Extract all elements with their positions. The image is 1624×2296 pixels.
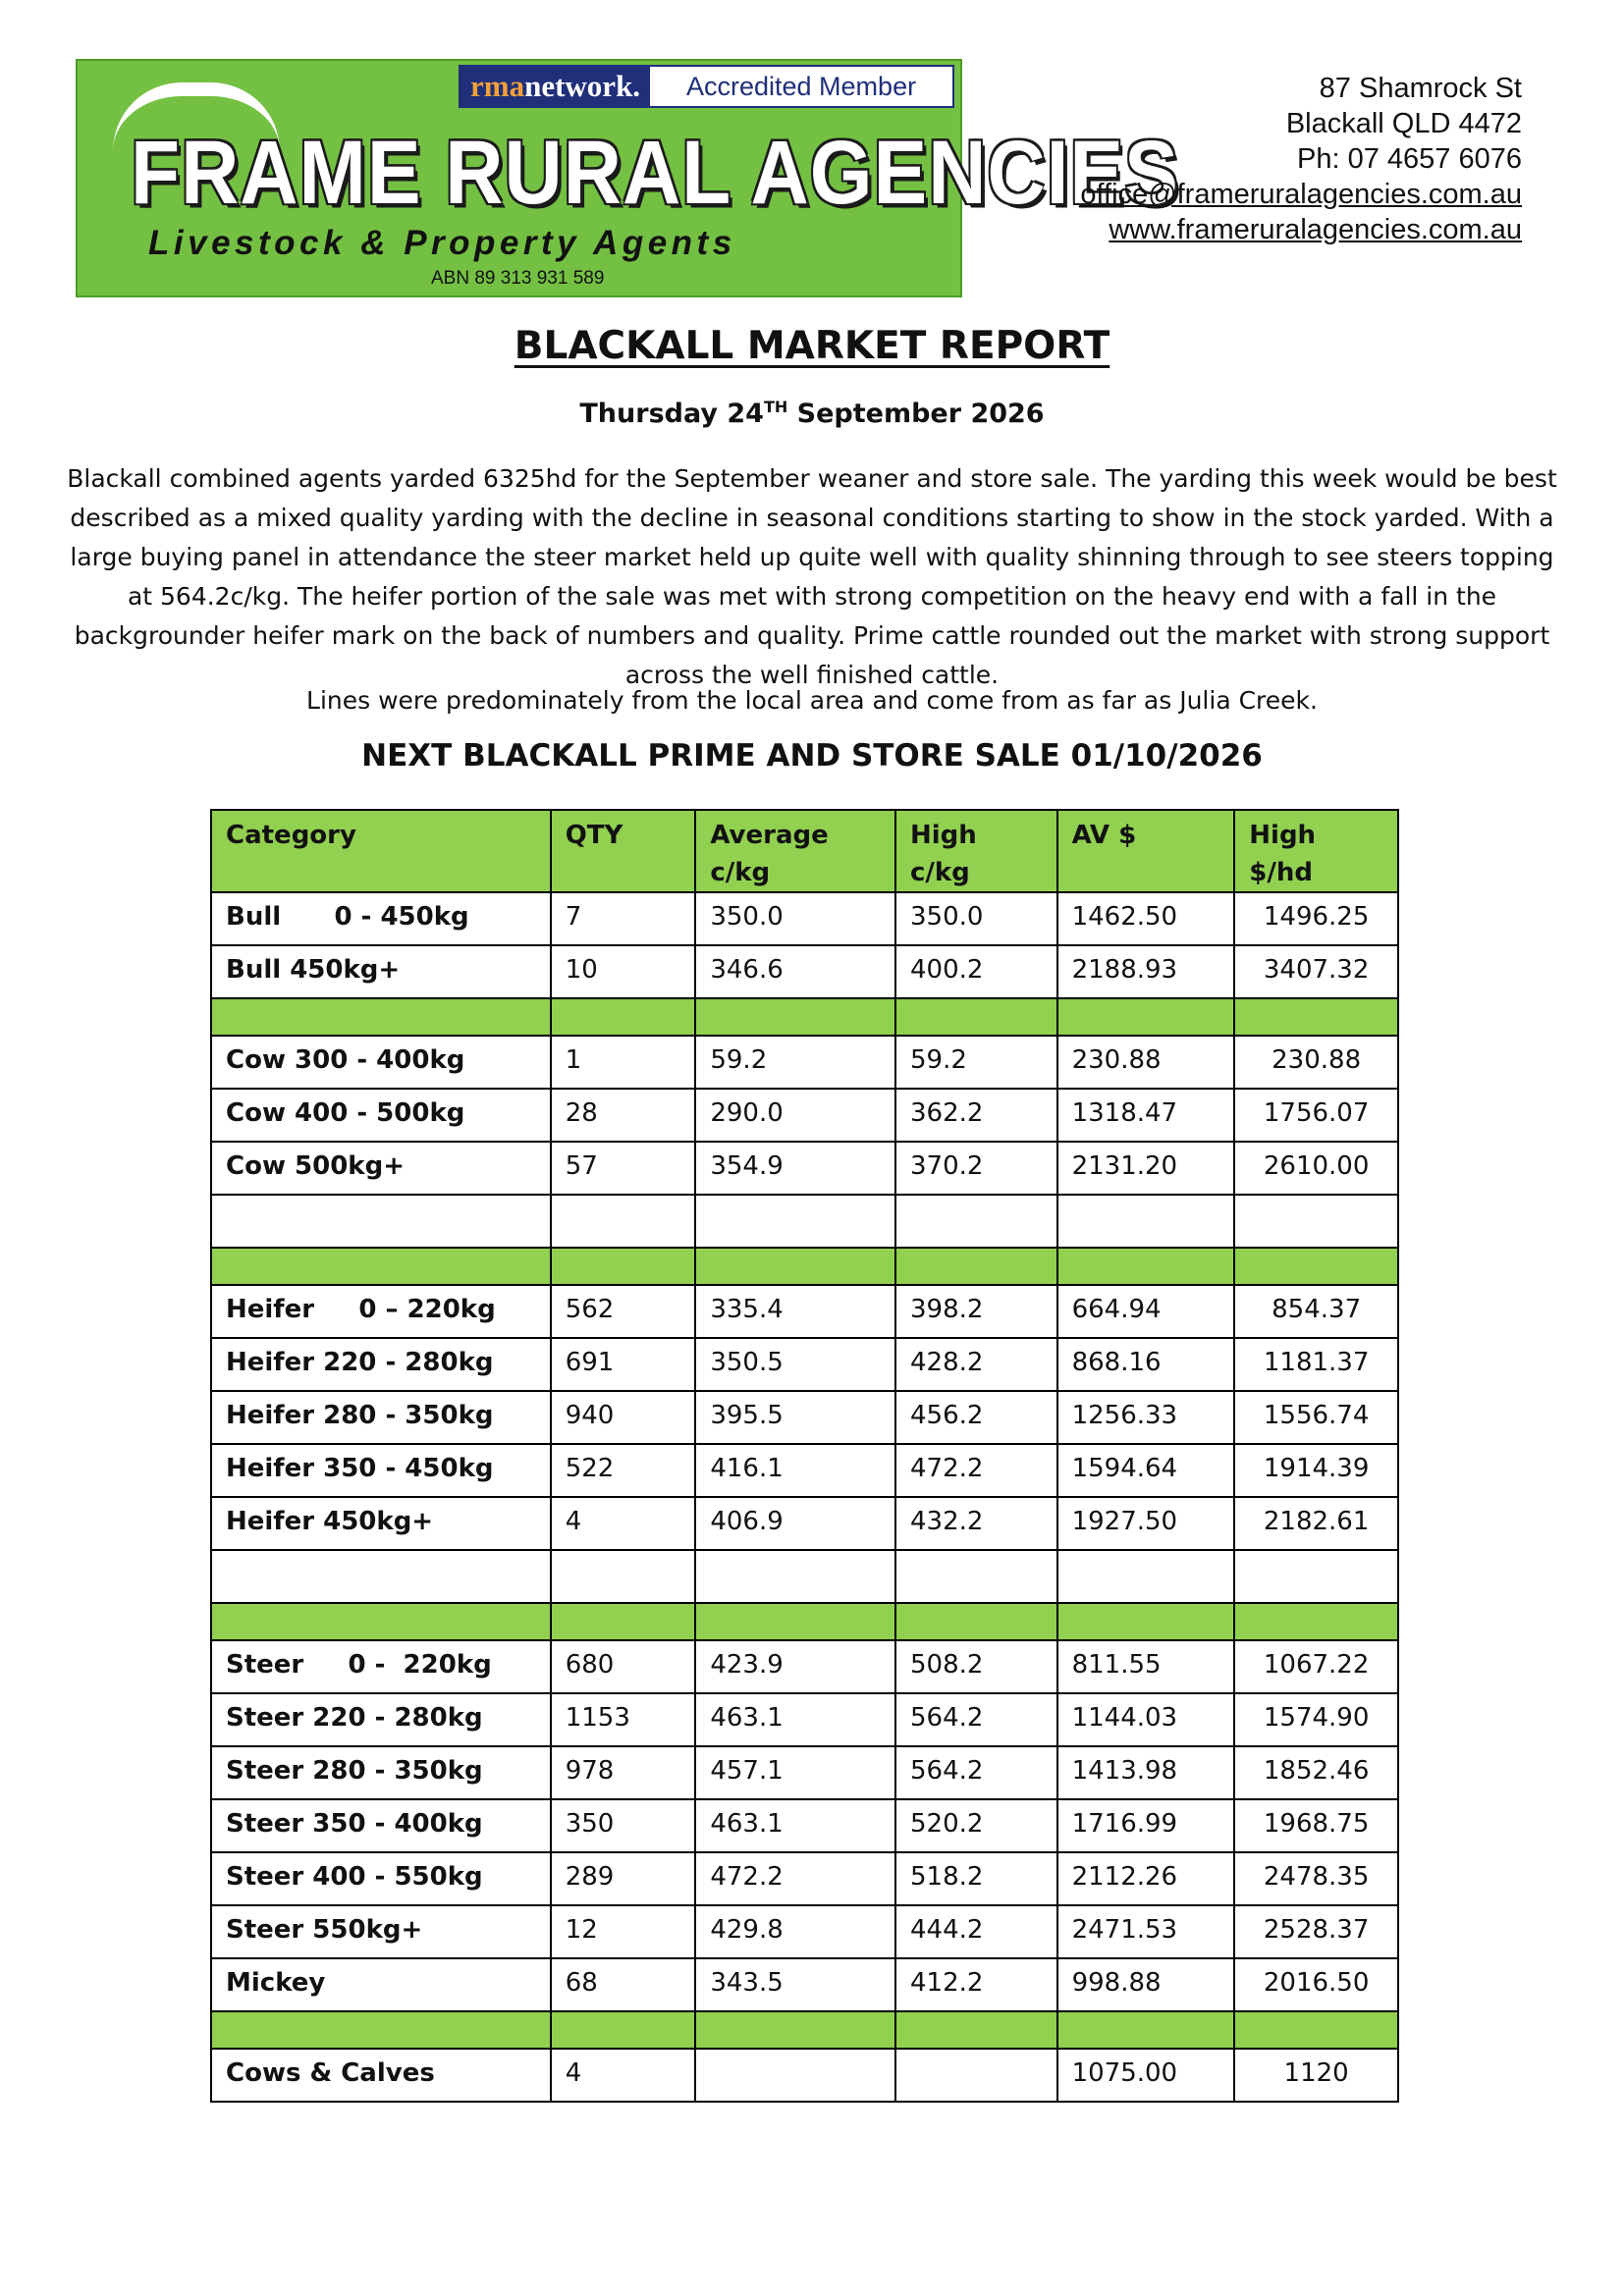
cell-qty: 562 <box>551 1285 696 1338</box>
contact-address <box>1080 71 1522 247</box>
cell-av: 1144.03 <box>1057 1693 1235 1746</box>
cell-av: 998.88 <box>1057 1958 1235 2011</box>
table-row <box>211 945 1398 998</box>
table-row <box>211 1444 1398 1497</box>
cell-high-per-head: 1181.37 <box>1234 1338 1398 1391</box>
cell-average: 343.5 <box>695 1958 895 2011</box>
cell-average: 354.9 <box>695 1142 895 1195</box>
cell-high-per-head: 1914.39 <box>1234 1444 1398 1497</box>
blank-cell <box>1234 1550 1398 1603</box>
cell-average: 290.0 <box>695 1089 895 1142</box>
separator-cell <box>695 2011 895 2049</box>
cell-category: Heifer 350 - 450kg <box>211 1444 551 1497</box>
cell-qty: 10 <box>551 945 696 998</box>
cell-av: 811.55 <box>1057 1640 1235 1693</box>
cell-category: Steer 0 - 220kg <box>211 1640 551 1693</box>
table-row <box>211 1089 1398 1142</box>
cell-qty: 522 <box>551 1444 696 1497</box>
website-link[interactable]: www.frameruralagencies.com.au <box>1109 214 1522 245</box>
cell-category: Steer 550kg+ <box>211 1905 551 1958</box>
separator-cell <box>695 1603 895 1640</box>
table-row <box>211 2049 1398 2102</box>
cell-av: 2188.93 <box>1057 945 1235 998</box>
blank-cell <box>551 1550 696 1603</box>
cell-high: 370.2 <box>895 1142 1057 1195</box>
market-table <box>210 809 1399 2103</box>
separator-cell <box>695 1248 895 1285</box>
cell-av: 1318.47 <box>1057 1089 1235 1142</box>
separator-cell <box>1057 1603 1235 1640</box>
cell-high: 456.2 <box>895 1391 1057 1444</box>
cell-high-per-head: 1852.46 <box>1234 1746 1398 1799</box>
cell-average: 463.1 <box>695 1799 895 1852</box>
cell-average: 472.2 <box>695 1852 895 1905</box>
report-title: BLACKALL MARKET REPORT <box>514 324 1110 368</box>
separator-cell <box>551 998 696 1036</box>
cell-av: 664.94 <box>1057 1285 1235 1338</box>
separator-cell <box>211 1248 551 1285</box>
separator-cell <box>1234 1603 1398 1640</box>
next-sale-heading: NEXT BLACKALL PRIME AND STORE SALE 01/10/2026 <box>361 738 1263 774</box>
cell-high: 518.2 <box>895 1852 1057 1905</box>
cell-qty: 4 <box>551 2049 696 2102</box>
cell-high-per-head: 1496.25 <box>1234 892 1398 945</box>
separator-cell <box>895 1248 1057 1285</box>
table-row <box>211 1693 1398 1746</box>
cell-category: Steer 400 - 550kg <box>211 1852 551 1905</box>
blank-cell <box>211 1195 551 1248</box>
cell-category: Steer 280 - 350kg <box>211 1746 551 1799</box>
cell-average: 350.0 <box>695 892 895 945</box>
abn-number: ABN 89 313 931 589 <box>431 268 605 289</box>
table-body <box>211 892 1398 2102</box>
cell-high: 520.2 <box>895 1799 1057 1852</box>
separator-cell <box>1234 998 1398 1036</box>
cell-category: Heifer 0 – 220kg <box>211 1285 551 1338</box>
cell-high-per-head: 2478.35 <box>1234 1852 1398 1905</box>
cell-qty: 68 <box>551 1958 696 2011</box>
cell-high: 432.2 <box>895 1497 1057 1550</box>
cell-high-per-head: 3407.32 <box>1234 945 1398 998</box>
table-row <box>211 1497 1398 1550</box>
table-row <box>211 1852 1398 1905</box>
cell-av: 1594.64 <box>1057 1444 1235 1497</box>
cell-qty: 350 <box>551 1799 696 1852</box>
table-row <box>211 1142 1398 1195</box>
blank-cell <box>695 1550 895 1603</box>
cell-average: 423.9 <box>695 1640 895 1693</box>
cell-category: Heifer 280 - 350kg <box>211 1391 551 1444</box>
table-row <box>211 1799 1398 1852</box>
cell-high-per-head: 1067.22 <box>1234 1640 1398 1693</box>
cell-high: 398.2 <box>895 1285 1057 1338</box>
table-row <box>211 1905 1398 1958</box>
cell-high: 444.2 <box>895 1905 1057 1958</box>
cell-high: 508.2 <box>895 1640 1057 1693</box>
cell-high: 564.2 <box>895 1746 1057 1799</box>
cell-av: 1716.99 <box>1057 1799 1235 1852</box>
cell-qty: 7 <box>551 892 696 945</box>
cell-high: 59.2 <box>895 1036 1057 1089</box>
cell-av: 2131.20 <box>1057 1142 1235 1195</box>
cell-high <box>895 2049 1057 2102</box>
cell-category: Cows & Calves <box>211 2049 551 2102</box>
table-row <box>211 1746 1398 1799</box>
cell-qty: 12 <box>551 1905 696 1958</box>
separator-cell <box>211 1603 551 1640</box>
report-origin-note: Lines were predominately from the local area and come from as far as Julia Creek. <box>306 686 1318 715</box>
blank-cell <box>211 1550 551 1603</box>
table-row <box>211 1958 1398 2011</box>
cell-category: Bull 450kg+ <box>211 945 551 998</box>
separator-cell <box>895 2011 1057 2049</box>
cell-high-per-head: 1556.74 <box>1234 1391 1398 1444</box>
cell-av: 1413.98 <box>1057 1746 1235 1799</box>
cell-average: 59.2 <box>695 1036 895 1089</box>
separator-cell <box>211 2011 551 2049</box>
header-average: Average c/kg <box>695 810 895 892</box>
cell-category: Heifer 450kg+ <box>211 1497 551 1550</box>
table-row <box>211 1391 1398 1444</box>
cell-category: Heifer 220 - 280kg <box>211 1338 551 1391</box>
blank-cell <box>695 1195 895 1248</box>
cell-high-per-head: 1120 <box>1234 2049 1398 2102</box>
cell-qty: 28 <box>551 1089 696 1142</box>
cell-high: 400.2 <box>895 945 1057 998</box>
cell-av: 2112.26 <box>1057 1852 1235 1905</box>
separator-cell <box>1234 1248 1398 1285</box>
cell-average: 335.4 <box>695 1285 895 1338</box>
cell-category: Steer 220 - 280kg <box>211 1693 551 1746</box>
separator-cell <box>1057 1248 1235 1285</box>
separator-row <box>211 1248 1398 1285</box>
separator-row <box>211 998 1398 1036</box>
cell-average: 346.6 <box>695 945 895 998</box>
cell-qty: 691 <box>551 1338 696 1391</box>
cell-high-per-head: 2610.00 <box>1234 1142 1398 1195</box>
rma-network-badge <box>459 65 954 108</box>
cell-high: 362.2 <box>895 1089 1057 1142</box>
cell-high: 472.2 <box>895 1444 1057 1497</box>
blank-cell <box>1057 1550 1235 1603</box>
cell-qty: 4 <box>551 1497 696 1550</box>
cell-average: 429.8 <box>695 1905 895 1958</box>
separator-row <box>211 1603 1398 1640</box>
header-category: Category <box>211 810 551 892</box>
separator-cell <box>551 1603 696 1640</box>
blank-cell <box>551 1195 696 1248</box>
separator-cell <box>551 1248 696 1285</box>
cell-high: 350.0 <box>895 892 1057 945</box>
table-row <box>211 1640 1398 1693</box>
table-header-row <box>211 810 1398 892</box>
cell-average: 395.5 <box>695 1391 895 1444</box>
cell-high-per-head: 2016.50 <box>1234 1958 1398 2011</box>
address-phone: Ph: 07 4657 6076 <box>1297 143 1522 175</box>
blank-cell <box>1234 1195 1398 1248</box>
report-date: Thursday 24TH September 2026 <box>579 398 1045 429</box>
cell-high-per-head: 230.88 <box>1234 1036 1398 1089</box>
cell-average: 416.1 <box>695 1444 895 1497</box>
table-row <box>211 1036 1398 1089</box>
cell-qty: 57 <box>551 1142 696 1195</box>
cell-category: Bull 0 - 450kg <box>211 892 551 945</box>
table-row <box>211 1338 1398 1391</box>
cell-high-per-head: 1968.75 <box>1234 1799 1398 1852</box>
cell-qty: 978 <box>551 1746 696 1799</box>
company-logo <box>76 59 1179 297</box>
cell-high: 412.2 <box>895 1958 1057 2011</box>
cell-category: Cow 500kg+ <box>211 1142 551 1195</box>
table-row <box>211 892 1398 945</box>
blank-row <box>211 1550 1398 1603</box>
cell-high: 564.2 <box>895 1693 1057 1746</box>
header-high: High c/kg <box>895 810 1057 892</box>
cell-category: Cow 400 - 500kg <box>211 1089 551 1142</box>
header-qty: QTY <box>551 810 696 892</box>
rma-brand: rmanetwork. <box>460 67 650 106</box>
cell-average <box>695 2049 895 2102</box>
cell-average: 463.1 <box>695 1693 895 1746</box>
blank-cell <box>895 1550 1057 1603</box>
cell-av: 1075.00 <box>1057 2049 1235 2102</box>
address-town: Blackall QLD 4472 <box>1285 108 1522 139</box>
brand-tagline: Livestock & Property Agents <box>148 224 736 262</box>
brand-name: FRAME RURAL AGENCIES <box>131 123 1179 224</box>
header-high-per-head: High $/hd <box>1234 810 1398 892</box>
cell-av: 1256.33 <box>1057 1391 1235 1444</box>
blank-row <box>211 1195 1398 1248</box>
accredited-member-label: Accredited Member <box>685 72 917 101</box>
cell-av: 1462.50 <box>1057 892 1235 945</box>
blank-cell <box>895 1195 1057 1248</box>
cell-qty: 940 <box>551 1391 696 1444</box>
email-link[interactable]: office@frameruralagencies.com.au <box>1080 179 1522 210</box>
cell-qty: 289 <box>551 1852 696 1905</box>
cell-av: 1927.50 <box>1057 1497 1235 1550</box>
cell-category: Cow 300 - 400kg <box>211 1036 551 1089</box>
cell-average: 457.1 <box>695 1746 895 1799</box>
cell-qty: 680 <box>551 1640 696 1693</box>
cell-qty: 1 <box>551 1036 696 1089</box>
cell-high: 428.2 <box>895 1338 1057 1391</box>
separator-cell <box>895 998 1057 1036</box>
cell-category: Mickey <box>211 1958 551 2011</box>
cell-av: 230.88 <box>1057 1036 1235 1089</box>
header-av: AV $ <box>1057 810 1235 892</box>
table-row <box>211 1285 1398 1338</box>
cell-high-per-head: 2182.61 <box>1234 1497 1398 1550</box>
separator-cell <box>1057 998 1235 1036</box>
address-street: 87 Shamrock St <box>1319 73 1522 104</box>
cell-high-per-head: 2528.37 <box>1234 1905 1398 1958</box>
separator-row <box>211 2011 1398 2049</box>
separator-cell <box>695 998 895 1036</box>
cell-average: 406.9 <box>695 1497 895 1550</box>
separator-cell <box>1234 2011 1398 2049</box>
separator-cell <box>1057 2011 1235 2049</box>
cell-high-per-head: 1756.07 <box>1234 1089 1398 1142</box>
report-summary: Blackall combined agents yarded 6325hd for the September weaner and store sale. The yarding this week would be best described as a mixed quality yarding with the decline in seasonal conditions starting to show in the stock yarded. With a large buying panel in attendance the steer market held up quite well with quality shinning through to see steers topping at 564.2c/kg. The heifer portion of the sale was met with strong competition on the heavy end with a fall in the backgrounder heifer mark on the back of numbers and quality. Prime cattle rounded out the market with strong support across the well finished cattle. <box>67 464 1557 689</box>
cell-av: 868.16 <box>1057 1338 1235 1391</box>
cell-high-per-head: 1574.90 <box>1234 1693 1398 1746</box>
cell-high-per-head: 854.37 <box>1234 1285 1398 1338</box>
separator-cell <box>551 2011 696 2049</box>
separator-cell <box>895 1603 1057 1640</box>
cell-av: 2471.53 <box>1057 1905 1235 1958</box>
cell-average: 350.5 <box>695 1338 895 1391</box>
cell-category: Steer 350 - 400kg <box>211 1799 551 1852</box>
blank-cell <box>1057 1195 1235 1248</box>
separator-cell <box>211 998 551 1036</box>
cell-qty: 1153 <box>551 1693 696 1746</box>
